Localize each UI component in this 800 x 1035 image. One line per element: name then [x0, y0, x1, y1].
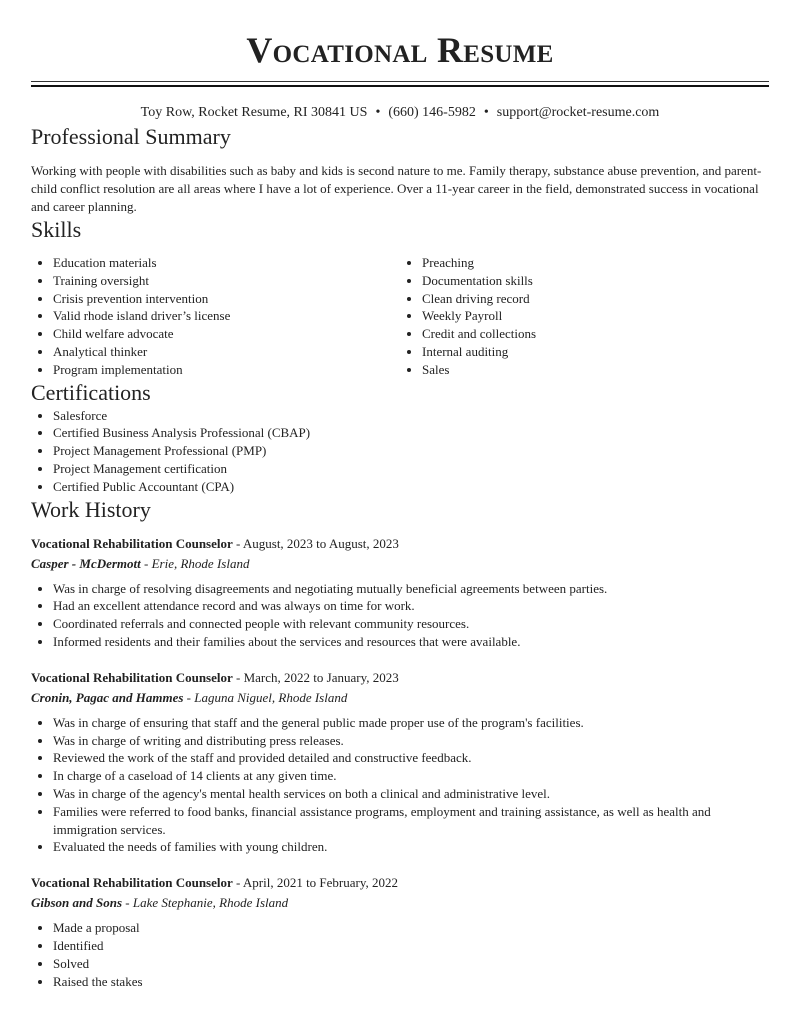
skills-columns	[31, 254, 769, 379]
skill-item: • Weekly Payroll	[422, 307, 769, 325]
summary-section	[31, 123, 769, 216]
resume-title: Vocational Resume	[246, 30, 554, 70]
job-title: Vocational Rehabilitation Counselor	[31, 669, 233, 685]
job-location: - Lake Stephanie, Rhode Island	[122, 895, 289, 911]
contact-phone: (660) 146-5982	[388, 105, 476, 120]
contact-line	[31, 103, 769, 123]
job-dates: - March, 2022 to January, 2023	[232, 669, 399, 685]
summary-text: Working with people with disabilities such as baby and kids is second nature to me. Family therapy, substance abuse prevention, and parent-child conflict resolution are all areas where I have a lot of experience. Over a 11-year career in the field, demonstrated success in vocational and career planning.	[31, 163, 762, 214]
job-duty: • Coordinated referrals and connected people with relevant community resources.	[53, 615, 769, 633]
certifications-list	[31, 407, 769, 496]
job-duty: • Reviewed the work of the staff and provided detailed and constructive feedback.	[53, 749, 769, 767]
skill-item: • Credit and collections	[422, 325, 769, 343]
job-location: - Erie, Rhode Island	[140, 555, 250, 571]
work-history-heading: Work History	[31, 496, 151, 522]
bullet-separator: •	[375, 105, 381, 120]
job-entry	[31, 534, 769, 651]
job-title: Vocational Rehabilitation Counselor	[31, 535, 233, 551]
skill-item: • Internal auditing	[422, 343, 769, 361]
job-duty: • Informed residents and their families about the services and resources that were available.	[53, 633, 769, 651]
certification-item: • Certified Public Accountant (CPA)	[53, 478, 769, 496]
skill-item: • Documentation skills	[422, 272, 769, 290]
header-divider-thin	[31, 81, 769, 82]
header-divider-thick	[31, 85, 769, 87]
certifications-heading: Certifications	[31, 379, 151, 405]
certification-item: • Project Management Professional (PMP)	[53, 442, 769, 460]
skill-item: • Child welfare advocate	[53, 325, 400, 343]
job-duty: • Made a proposal	[53, 919, 769, 937]
job-duty: • Was in charge of the agency's mental health services on both a clinical and administrative level.	[53, 785, 769, 803]
job-duty: • Raised the stakes	[53, 973, 769, 991]
skill-item: • Valid rhode island driver’s license	[53, 307, 400, 325]
job-duty: • Families were referred to food banks, financial assistance programs, employment and training assistance, as well as health and immigration services.	[53, 803, 769, 839]
skills-list-left	[31, 254, 400, 379]
skills-heading: Skills	[31, 217, 82, 242]
summary-heading: Professional Summary	[31, 124, 231, 149]
job-company-line	[31, 688, 769, 708]
job-company: Cronin, Pagac and Hammes	[31, 689, 184, 705]
job-location: - Laguna Niguel, Rhode Island	[183, 689, 348, 705]
job-title-line	[31, 668, 769, 688]
job-company: Gibson and Sons	[31, 895, 123, 911]
contact-email: support@rocket-resume.com	[496, 105, 660, 120]
skill-item: • Program implementation	[53, 361, 400, 379]
job-duty: • Identified	[53, 937, 769, 955]
job-duties-list	[31, 580, 769, 651]
job-duties-list	[31, 919, 769, 990]
skill-item: • Sales	[422, 361, 769, 379]
job-duty: • Was in charge of writing and distributing press releases.	[53, 732, 769, 750]
job-entry	[31, 668, 769, 856]
skill-item: • Clean driving record	[422, 290, 769, 308]
job-duty: • Was in charge of resolving disagreements and negotiating mutually beneficial agreements between parties.	[53, 580, 769, 598]
certification-item: • Certified Business Analysis Professional (CBAP)	[53, 424, 769, 442]
job-title: Vocational Rehabilitation Counselor	[31, 875, 233, 891]
job-dates: - April, 2021 to February, 2022	[232, 875, 399, 891]
job-duty: • In charge of a caseload of 14 clients at any given time.	[53, 767, 769, 785]
certifications-section	[31, 379, 769, 496]
job-duty: • Was in charge of ensuring that staff and the general public made proper use of the program's facilities.	[53, 714, 769, 732]
job-company: Casper - McDermott	[31, 555, 141, 571]
skills-section	[31, 216, 769, 379]
contact-address: Toy Row, Rocket Resume, RI 30841 US	[140, 105, 368, 120]
job-title-line	[31, 873, 769, 893]
bullet-separator: •	[483, 105, 489, 120]
skill-item: • Analytical thinker	[53, 343, 400, 361]
skill-item: • Training oversight	[53, 272, 400, 290]
work-history-section	[31, 496, 769, 991]
job-company-line	[31, 554, 769, 574]
skill-item: • Crisis prevention intervention	[53, 290, 400, 308]
skill-item: • Education materials	[53, 254, 400, 272]
job-duty: • Had an excellent attendance record and was always on time for work.	[53, 597, 769, 615]
job-duty: • Evaluated the needs of families with young children.	[53, 838, 769, 856]
job-title-line	[31, 534, 769, 554]
certification-item: • Project Management certification	[53, 460, 769, 478]
job-entry	[31, 873, 769, 990]
job-duty: • Solved	[53, 955, 769, 973]
skill-item: • Preaching	[422, 254, 769, 272]
skills-list-right	[400, 254, 769, 379]
job-company-line	[31, 893, 769, 913]
certification-item: • Salesforce	[53, 407, 769, 425]
job-duties-list	[31, 714, 769, 856]
job-dates: - August, 2023 to August, 2023	[232, 535, 399, 551]
